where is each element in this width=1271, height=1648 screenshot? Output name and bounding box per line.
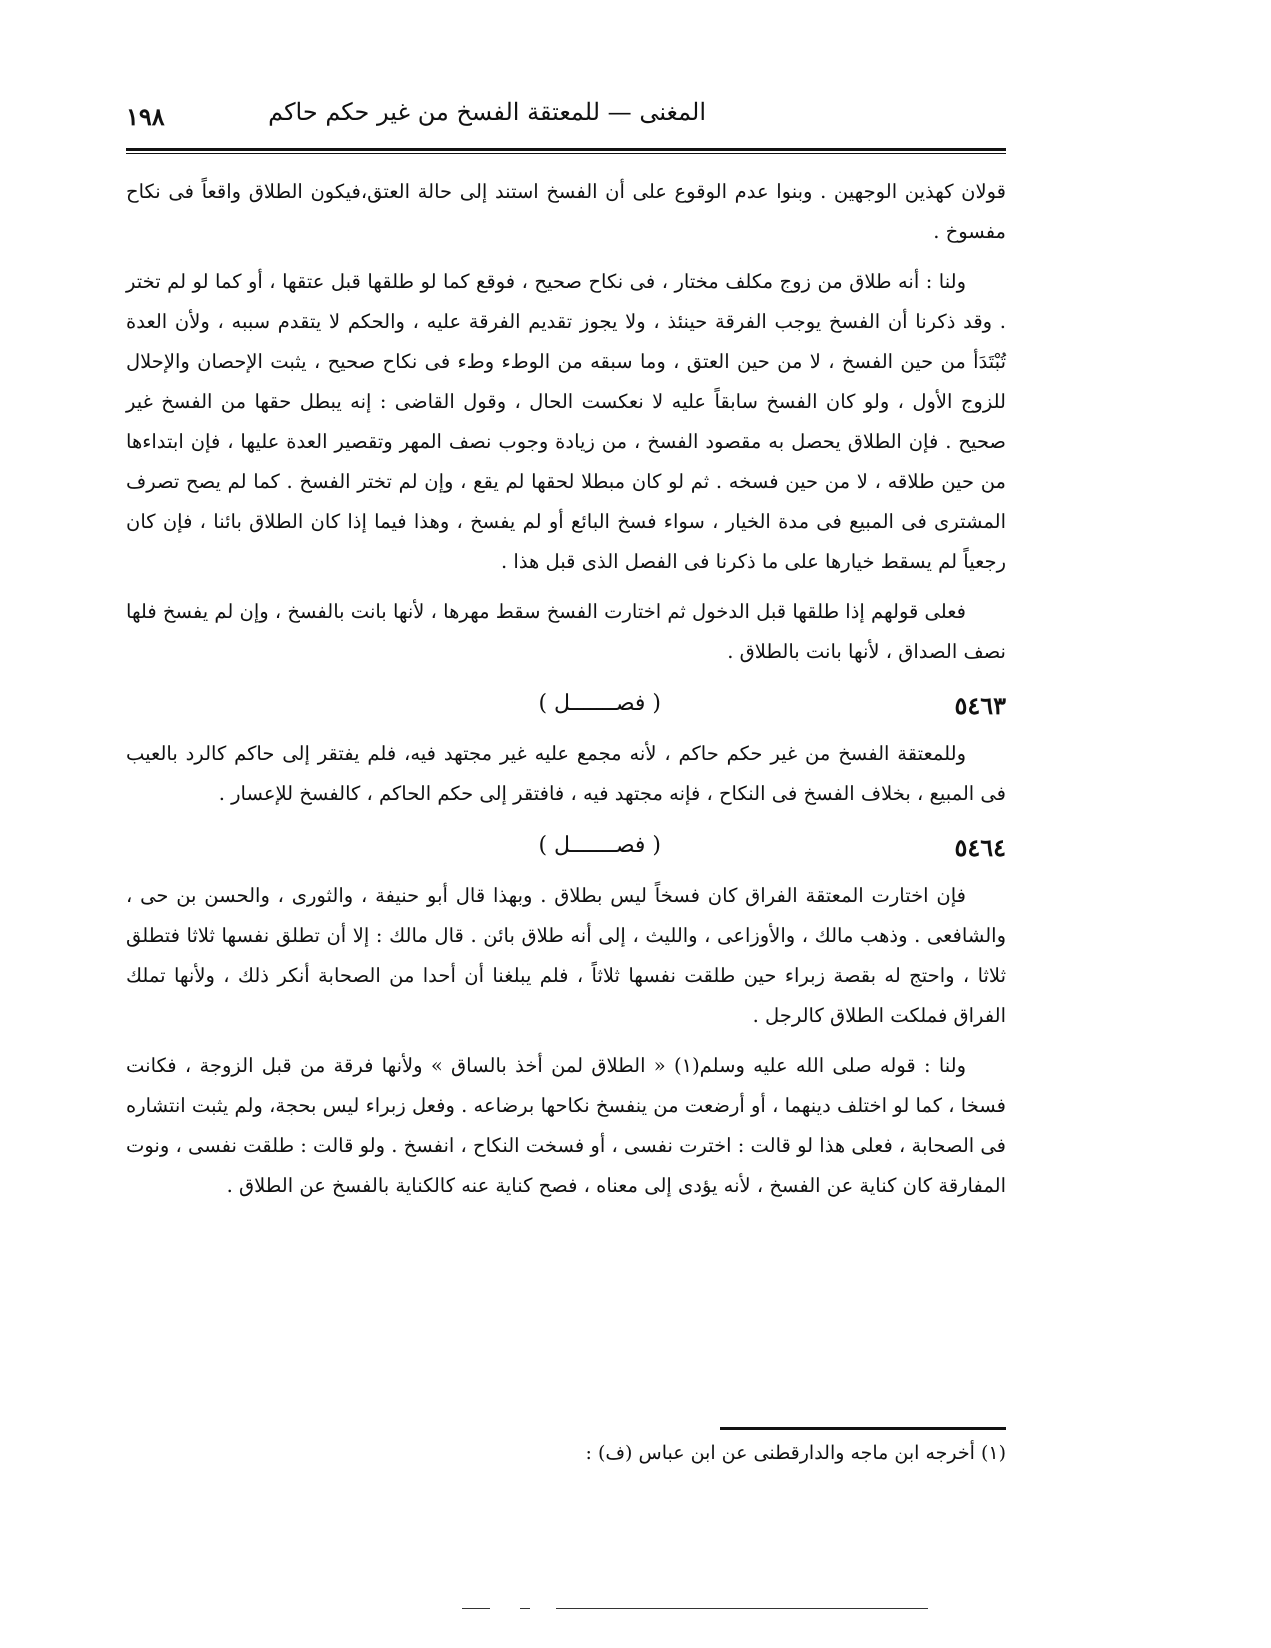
paragraph: ولنا : قوله صلى الله عليه وسلم(١) « الطلاق لمن أخذ بالساق » ولأنها فرقة من قبل الزوجة ، فكانت فسخا ، كما لو اختلف دينهما ، أو أرضعت من ينفسخ نكاحها برضاعه . وفعل زبراء ليس بحجة، ولم يثبت انتشاره فى الصحابة ، فعلى هذا لو قالت : اخترت نفسى ، أو فسخت النكاح ، انفسخ . ولو قالت : طلقت نفسى ، ونوت المفارقة كان كناية عن الفسخ ، لأنه يؤدى إلى معناه ، فصح كناية عنه كالكناية بالفسخ عن الطلاق .: [126, 1054, 1006, 1197]
body-text: [126, 172, 1006, 1216]
paragraph: فعلى قولهم إذا طلقها قبل الدخول ثم اختارت الفسخ سقط مهرها ، لأنها بانت بالفسخ ، وإن لم يفسخ فلها نصف الصداق ، لأنها بانت بالطلاق .: [126, 600, 1006, 663]
page-number: ١٩٨: [126, 102, 165, 131]
bottom-scan-mark: [462, 1608, 490, 1609]
section-number: ٥٤٦٤: [954, 833, 1006, 862]
paragraph-continuation: قولان كهذين الوجهين . وبنوا عدم الوقوع على أن الفسخ استند إلى حالة العتق،فيكون الطلاق واقعاً فى نكاح مفسوخ .: [126, 180, 1006, 243]
section-heading-5463: [126, 684, 1006, 728]
footnote: (١) أخرجه ابن ماجه والدارقطنى عن ابن عباس (ف) :: [585, 1442, 1006, 1464]
bottom-scan-mark: [520, 1608, 530, 1609]
paragraph: وللمعتقة الفسخ من غير حكم حاكم ، لأنه مجمع عليه غير مجتهد فيه، فلم يفتقر إلى حاكم كالرد بالعيب فى المبيع ، بخلاف الفسخ فى النكاح ، فإنه مجتهد فيه ، فافتقر إلى حكم الحاكم ، كالفسخ للإعسار .: [126, 742, 1006, 805]
bottom-scan-mark: [556, 1608, 928, 1609]
paragraph: فإن اختارت المعتقة الفراق كان فسخاً ليس بطلاق . وبهذا قال أبو حنيفة ، والثورى ، والحسن بن حى ، والشافعى . وذهب مالك ، والأوزاعى ، والليث ، إلى أنه طلاق بائن . قال مالك : إلا أن تطلق نفسها ثلاثا فتطلق ثلاثا ، واحتج له بقصة زبراء حين طلقت نفسها ثلاثاً ، فلم يبلغنا أن أحدا من الصحابة أنكر ذلك ، ولأنها تملك الفراق فملكت الطلاق كالرجل .: [126, 884, 1006, 1027]
paragraph: ولنا : أنه طلاق من زوج مكلف مختار ، فى نكاح صحيح ، فوقع كما لو طلقها قبل عتقها ، أو كما لو لم تختر . وقد ذكرنا أن الفسخ يوجب الفرقة حينئذ ، ولا يجوز تقديم الفرقة عليه ، والحكم لا يتقدم سببه ، ولأن العدة تُبْتَدَأ من حين الفسخ ، لا من حين العتق ، وما سبقه من الوطء وطء فى نكاح صحيح ، يثبت الإحصان والإحلال للزوج الأول ، ولو كان الفسخ سابقاً عليه لا نعكست الحال ، وقول القاضى : إنه يبطل حقها من الفسخ غير صحيح . فإن الطلاق يحصل به مقصود الفسخ ، من زيادة وجوب نصف المهر وتقصير العدة عليها ، فإن ابتداءها من حين طلاقه ، لا من حين فسخه . ثم لو كان مبطلا لحقها لم يقع ، وإن لم تختر الفسخ . كما لم يصح تصرف المشترى فى المبيع فى مدة الخيار ، سواء فسخ البائع أو لم يفسخ ، وهذا فيما إذا كان الطلاق بائنا ، فإن كان رجعياً لم يسقط خيارها على ما ذكرنا فى الفصل الذى قبل هذا .: [126, 270, 1006, 573]
page-header: [126, 96, 1006, 146]
section-number: ٥٤٦٣: [954, 691, 1006, 720]
header-rule-thin: [126, 153, 1006, 154]
footnote-rule: [720, 1427, 1006, 1430]
section-heading-5464: [126, 826, 1006, 870]
section-label: ( فصـــــــل ): [538, 833, 661, 858]
running-title: المغنى — للمعتقة الفسخ من غير حكم حاكم: [268, 98, 706, 126]
section-label: ( فصـــــــل ): [538, 691, 661, 716]
header-rule: [126, 148, 1006, 151]
